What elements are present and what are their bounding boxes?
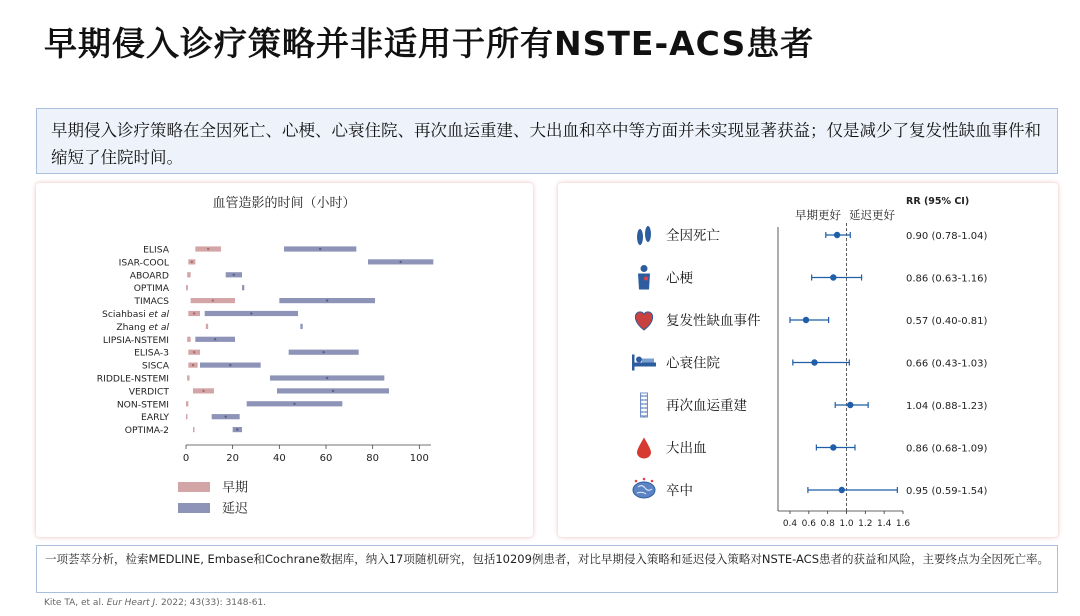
citation-details: 2022; 43(33): 3148-61. (160, 598, 267, 608)
rr-value: 0.57 (0.40-0.81) (906, 316, 988, 327)
study-label: TIMACS (134, 296, 169, 308)
study-label: OPTIMA-2 (124, 425, 169, 437)
rr-point (847, 402, 853, 408)
delayed-median-dot (399, 261, 401, 263)
delayed-median-dot (233, 274, 235, 276)
forest-plot-panel (558, 183, 1058, 537)
citation-authors: Kite TA, et al. (44, 598, 104, 608)
forest-x-tick-label: 1.6 (895, 519, 911, 529)
rr-value: 0.90 (0.78-1.04) (906, 231, 988, 242)
rr-point (811, 359, 817, 365)
delayed-median-dot (322, 351, 324, 353)
study-label: LIPSIA-NSTEMI (102, 334, 169, 346)
early-median-dot (192, 364, 194, 366)
rr-point (834, 232, 840, 238)
early-bar (186, 285, 188, 290)
favors-delayed-label: 延迟更好 (849, 208, 895, 222)
delayed-bar (242, 285, 244, 290)
study-label: NON-STEMI (116, 399, 169, 411)
rr-value: 1.04 (0.88-1.23) (906, 401, 988, 412)
forest-x-tick-label: 1.2 (858, 519, 873, 529)
outcome-label: 复发性缺血事件 (666, 313, 761, 329)
citation (44, 598, 266, 608)
study-label: ELISA (143, 244, 169, 256)
rr-point (830, 444, 836, 450)
rr-point (803, 317, 809, 323)
rr-point (830, 274, 836, 280)
favors-early-label: 早期更好 (795, 208, 841, 222)
early-bar (206, 324, 208, 329)
x-tick-label: 100 (409, 453, 429, 464)
rr-value: 0.86 (0.63-1.16) (906, 273, 988, 285)
delayed-median-dot (326, 299, 328, 301)
forest-x-tick-label: 1.0 (839, 519, 854, 529)
outcome-label: 大出血 (666, 440, 707, 457)
study-label: SISCA (141, 360, 169, 372)
delayed-median-dot (319, 248, 321, 250)
early-bar (186, 414, 188, 419)
legend-label-delayed: 延迟 (222, 501, 249, 517)
outcome-label: 心衰住院 (666, 355, 720, 372)
delayed-median-dot (214, 338, 216, 340)
forest-x-tick-label: 0.6 (801, 519, 816, 529)
citation-journal: Eur Heart J. (106, 598, 159, 608)
early-median-dot (193, 351, 195, 353)
summary-text: 早期侵入诊疗策略在全因死亡、心梗、心衰住院、再次血运重建、大出血和卒中等方面并未实现显著获益；仅是减少了复发性缺血事件和缩短了住院时间。 (51, 121, 1041, 167)
person-chest-pain-icon (638, 265, 650, 290)
early-median-dot (202, 390, 204, 392)
delayed-median-dot (326, 377, 328, 379)
x-tick-label: 20 (226, 453, 240, 464)
early-bar (186, 401, 188, 406)
slide-title: 早期侵入诊疗策略并非适用于所有NSTE-ACS患者 (44, 24, 815, 63)
rr-column-header: RR (95% CI) (906, 196, 970, 207)
blood-drop-icon (637, 438, 651, 459)
delayed-median-dot (236, 428, 238, 430)
study-label: EARLY (141, 412, 169, 424)
outcome-label: 全因死亡 (666, 228, 720, 244)
legend-swatch-early (178, 482, 210, 492)
chart-title: 血管造影的时间（小时） (212, 196, 356, 211)
rr-point (839, 487, 845, 493)
legend-swatch-delayed (178, 503, 210, 513)
early-median-dot (207, 248, 209, 250)
outcome-label: 卒中 (666, 483, 693, 499)
forest-plot (558, 183, 1058, 537)
summary-box (36, 108, 1058, 174)
x-tick-label: 60 (319, 453, 333, 464)
study-label: ABOARD (129, 270, 169, 282)
heart-icon (635, 312, 652, 330)
forest-x-tick-label: 0.8 (820, 519, 835, 529)
early-bar (187, 337, 191, 342)
delayed-bar (300, 324, 302, 329)
delayed-median-dot (229, 364, 231, 366)
x-tick-label: 80 (366, 453, 380, 464)
study-label: Zhang et al (116, 321, 169, 333)
early-median-dot (193, 312, 195, 314)
timing-chart (36, 183, 533, 537)
forest-x-tick-label: 0.4 (782, 519, 798, 529)
study-label: Sciahbasi et al (102, 309, 169, 320)
outcome-label: 心梗 (666, 270, 693, 287)
study-label: RIDDLE-NSTEMI (96, 373, 169, 385)
forest-x-tick-label: 1.4 (877, 519, 892, 529)
study-description (36, 545, 1058, 593)
delayed-median-dot (293, 403, 295, 405)
outcome-label: 再次血运重建 (666, 398, 747, 414)
rr-value: 0.86 (0.68-1.09) (906, 443, 988, 455)
delayed-median-dot (224, 416, 226, 418)
early-bar (187, 375, 189, 380)
early-median-dot (191, 261, 193, 263)
rr-value: 0.95 (0.59-1.54) (906, 486, 988, 497)
study-label: ELISA-3 (134, 347, 169, 359)
footprints-icon (637, 226, 651, 245)
hospital-bed-icon (632, 355, 656, 371)
early-median-dot (212, 299, 214, 301)
brain-icon (633, 478, 655, 498)
rr-value: 0.66 (0.43-1.03) (906, 358, 988, 370)
study-label: ISAR-COOL (118, 257, 169, 269)
timing-chart-panel (36, 183, 533, 537)
delayed-median-dot (250, 312, 252, 314)
early-bar (187, 272, 191, 277)
x-tick-label: 0 (182, 453, 190, 464)
study-label: VERDICT (128, 386, 169, 398)
x-tick-label: 40 (272, 453, 286, 464)
stent-icon (641, 393, 648, 417)
study-description-text: 一项荟萃分析，检索MEDLINE, Embase和Cochrane数据库，纳入17项随机研究，包括10209例患者，对比早期侵入策略和延迟侵入策略对NSTE-ACS患者的获益和风险，主要终点为全因死亡率。 (45, 552, 1050, 566)
study-label: OPTIMA (133, 283, 169, 295)
legend-label-early: 早期 (222, 480, 249, 496)
delayed-median-dot (332, 390, 334, 392)
early-bar (193, 427, 195, 432)
